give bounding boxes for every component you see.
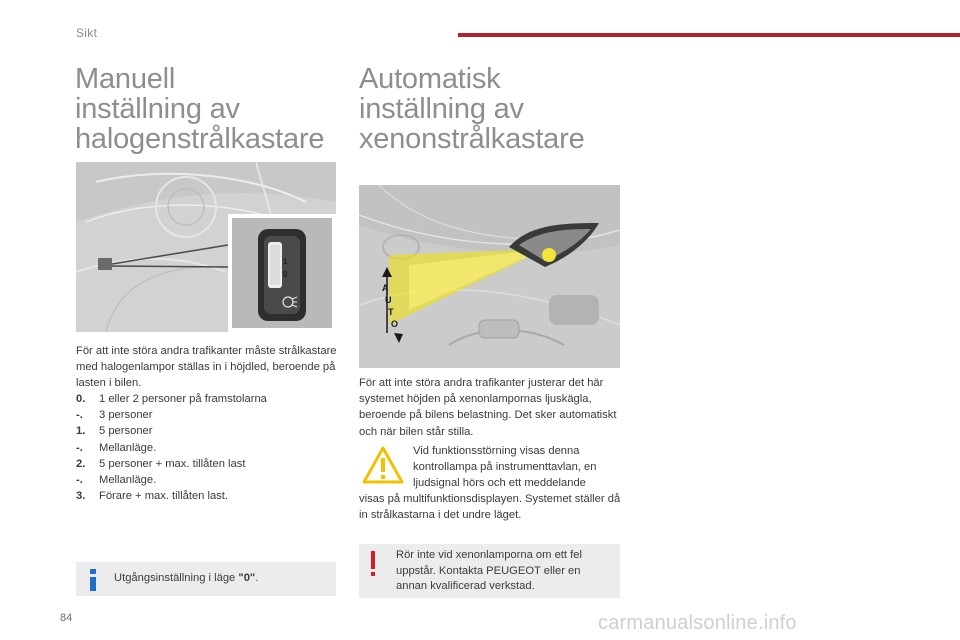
list-number: -. [76, 441, 83, 454]
list-item [76, 391, 338, 407]
list-item [76, 440, 338, 456]
list-text: 1 eller 2 personer på framstolarna [99, 393, 267, 405]
knob-label: 0 [283, 270, 288, 279]
exclamation-icon [368, 550, 378, 578]
load-position-list [76, 391, 338, 504]
malfunction-text-cont: visas på multifunktionsdisplayen. Systemet ställer då in strålkastarna i det undre läget. [359, 493, 621, 522]
alert-note-text: Rör inte vid xenonlamporna om ett fel uppstår. Kontakta PEUGEOT eller en annan kvalificerad verkstad. [396, 549, 582, 593]
page-number: 84 [60, 612, 73, 624]
heading-automatic [359, 64, 629, 154]
heading-line: xenonstrålkastare [359, 123, 585, 155]
auto-letter: A [382, 283, 389, 293]
list-number: 3. [76, 490, 86, 503]
heading-line: inställning av [75, 93, 240, 125]
info-note-text [114, 571, 258, 585]
headlamp-photo [359, 185, 620, 368]
alert-note [359, 544, 620, 598]
heading-manual [75, 64, 345, 154]
list-text: 3 personer [99, 409, 153, 422]
list-text: Mellanläge. [99, 441, 157, 454]
info-note [76, 562, 336, 596]
auto-letter: U [385, 295, 392, 305]
heading-line: halogenstrålkastare [75, 123, 325, 155]
auto-letter: T [388, 307, 394, 317]
list-number: 0. [76, 393, 86, 405]
dashboard-illustration [76, 162, 336, 332]
info-prefix: Utgångsinställning i läge [114, 572, 239, 584]
list-item [76, 423, 338, 439]
list-text: 5 personer [99, 425, 153, 438]
auto-letter: O [391, 319, 399, 329]
list-item [76, 456, 338, 472]
heading-line: inställning av [359, 93, 524, 125]
list-number: 2. [76, 457, 86, 470]
info-icon [87, 568, 99, 592]
list-text: Mellanläge. [99, 474, 157, 487]
list-item [76, 472, 338, 488]
dashboard-photo [76, 162, 336, 332]
list-item [76, 407, 338, 423]
knob-label: 1 [283, 257, 288, 266]
accent-bar [458, 33, 960, 37]
section-label: Sikt [76, 26, 98, 40]
list-text: Förare + max. tillåten last. [99, 490, 229, 503]
list-item [76, 488, 338, 504]
info-suffix: . [255, 572, 259, 584]
list-text: 5 personer + max. tillåten last [99, 457, 246, 470]
watermark: carmanualsonline.info [598, 612, 797, 634]
malfunction-text: Vid funktionsstörning visas denna kontrollampa på instrumenttavlan, en ljudsignal hörs och ett meddelande [413, 445, 597, 490]
list-number: 1. [76, 425, 86, 438]
heading-line: Manuell [75, 63, 176, 95]
manual-intro-text: För att inte störa andra trafikanter måste strålkastare med halogenlampor ställas in i höjdled, beroende på lasten i bilen. [76, 345, 337, 390]
list-number: -. [76, 409, 83, 422]
warning-triangle-icon [362, 446, 404, 484]
automatic-intro-text: För att inte störa andra trafikanter justerar det här systemet höjden på xenonlampornas ljuskägla, beroende på bilens belastning. Det sker automatiskt och när bilen står stilla. [359, 377, 617, 438]
heading-line: Automatisk [359, 63, 501, 95]
list-number: -. [76, 474, 83, 487]
headlamp-illustration [359, 185, 620, 368]
info-value: "0" [238, 572, 256, 584]
